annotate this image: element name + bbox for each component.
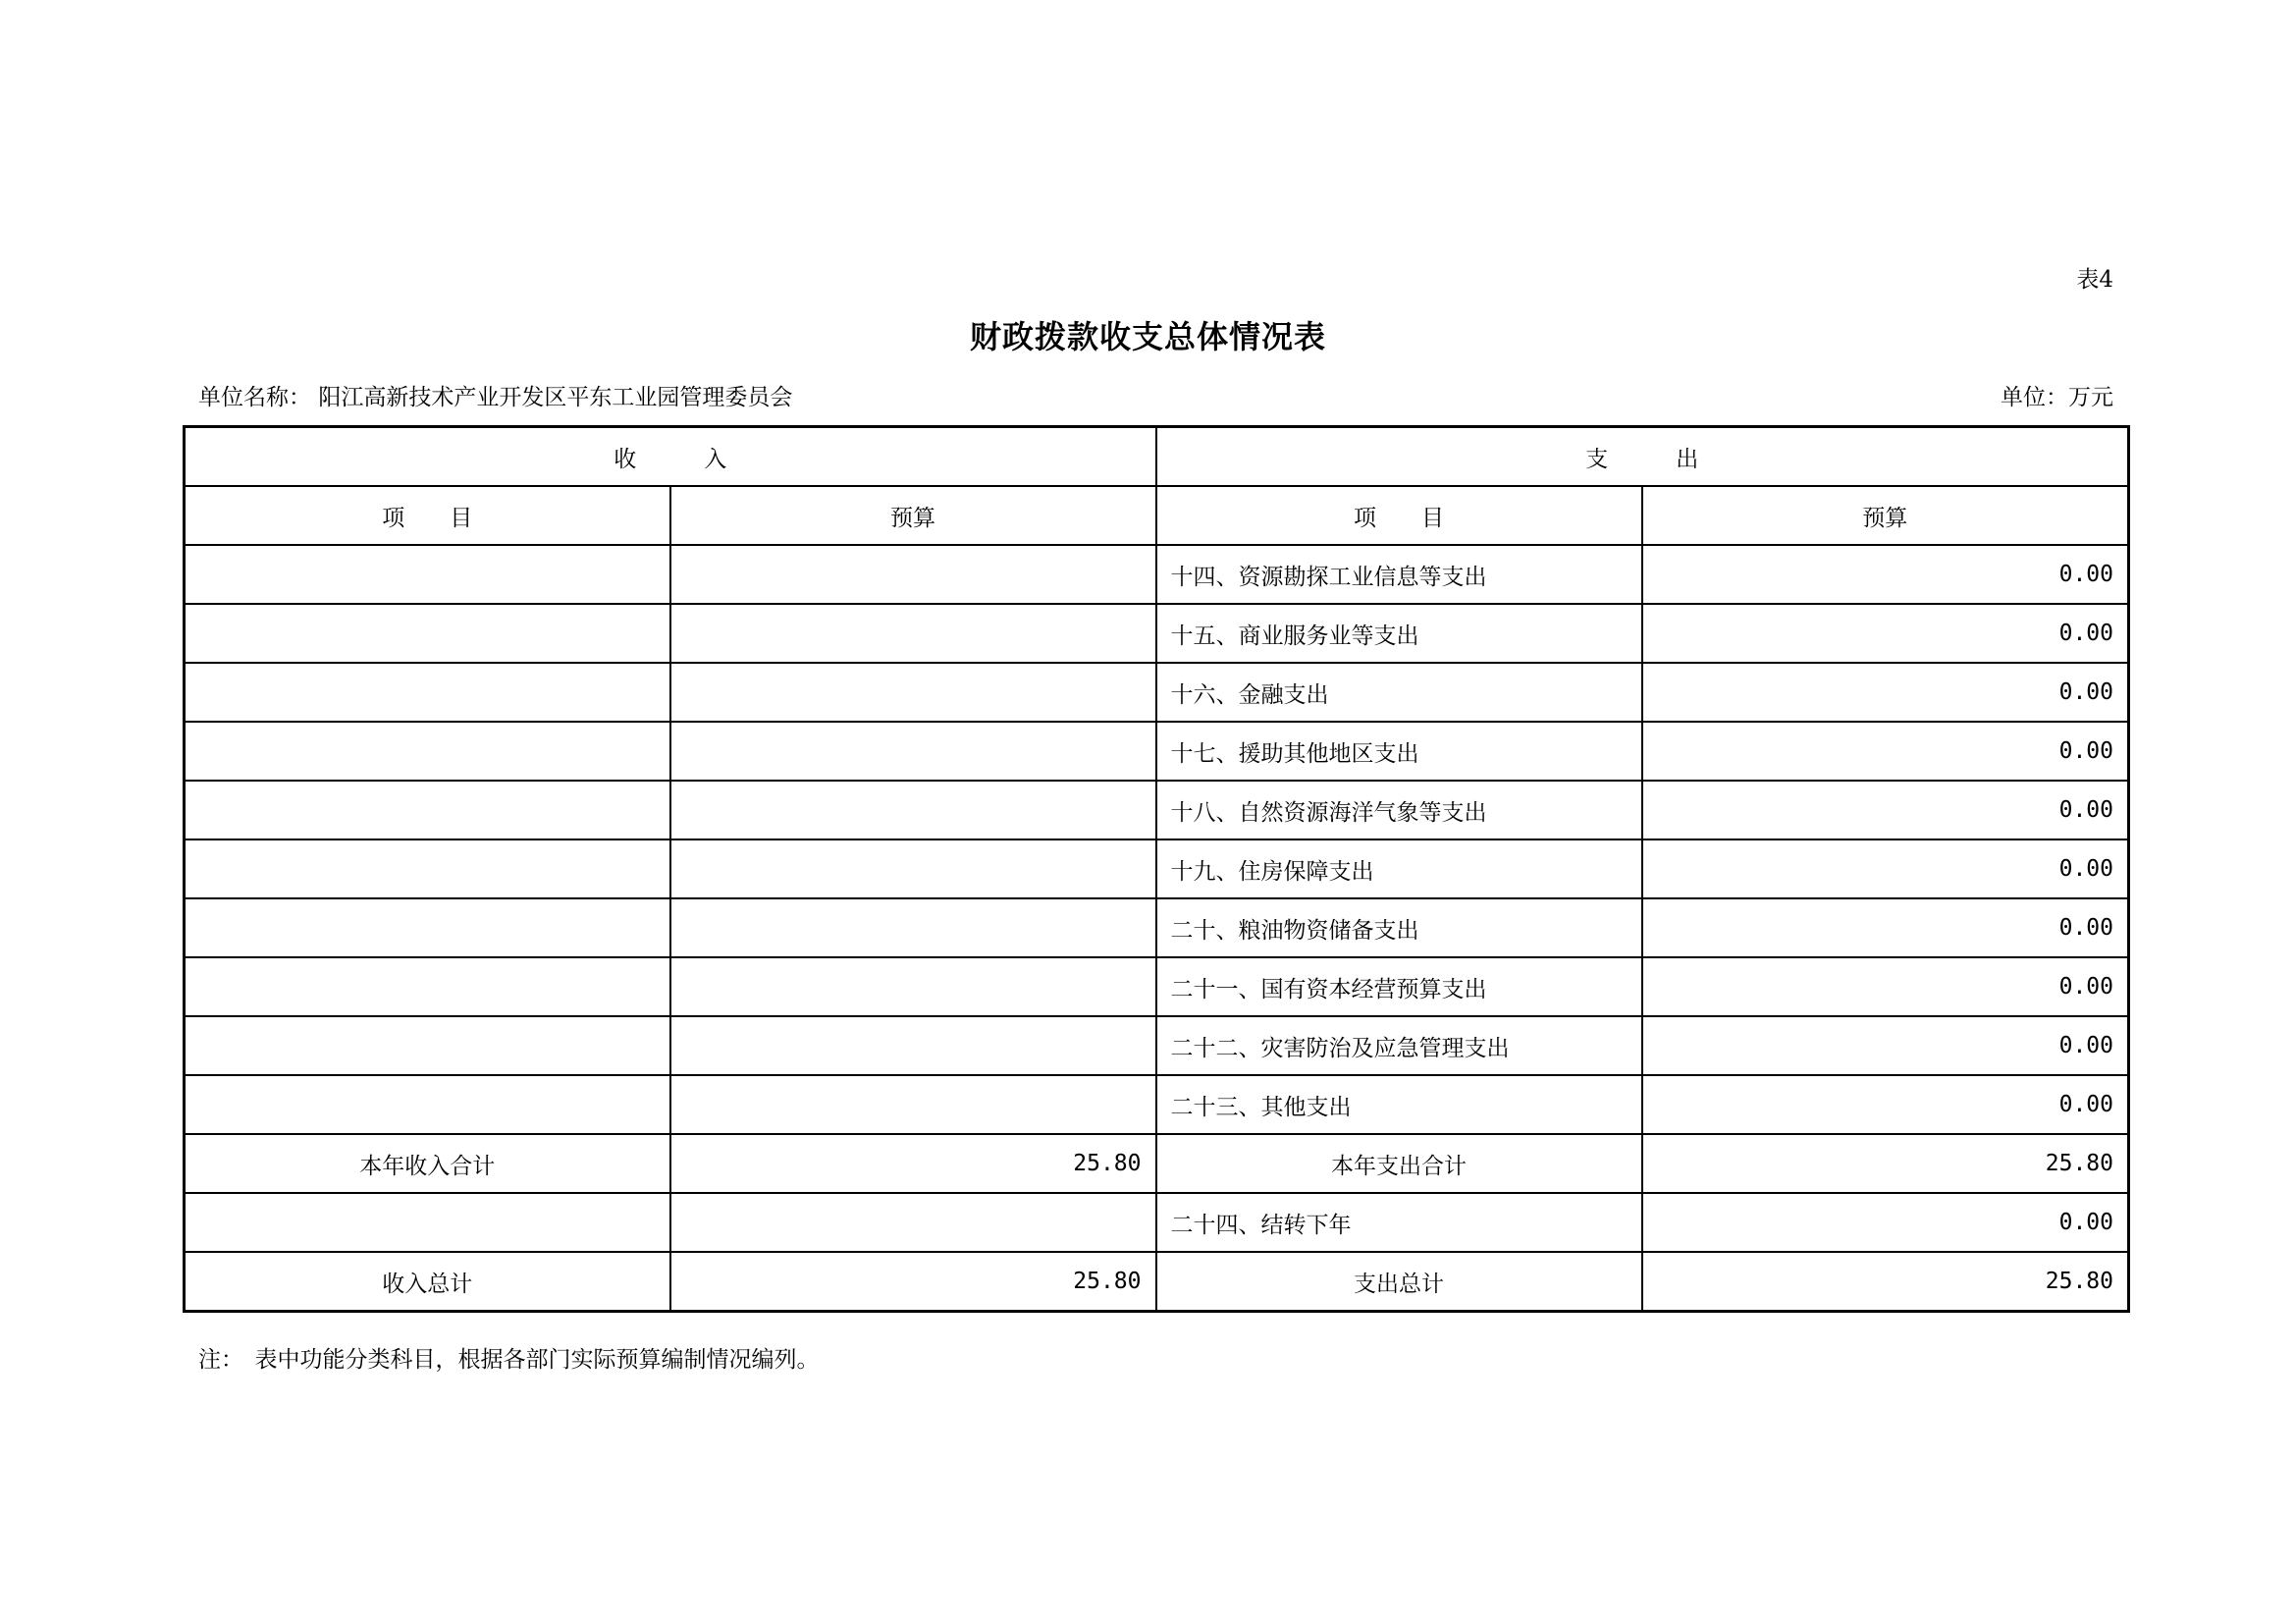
income-item-cell: 本年收入合计: [185, 1134, 670, 1193]
table-row: [185, 1252, 2129, 1312]
income-item-cell: 收入总计: [185, 1252, 670, 1312]
table-row: [185, 1016, 2129, 1075]
expense-item-header: 项 目: [1156, 486, 1642, 545]
expense-item-cell: 支出总计: [1156, 1252, 1642, 1312]
expense-budget-cell: 0.00: [1642, 604, 2129, 663]
table-row: [185, 781, 2129, 839]
page-title: 财政拨款收支总体情况表: [969, 318, 1326, 355]
income-budget-cell: 25.80: [670, 1134, 1156, 1193]
expense-budget-cell: 0.00: [1642, 898, 2129, 957]
expense-budget-cell: 0.00: [1642, 663, 2129, 722]
table-number: 表4: [2076, 267, 2113, 293]
income-budget-cell: [670, 722, 1156, 781]
expense-item-cell: 十五、商业服务业等支出: [1156, 604, 1642, 663]
table-row: [185, 1075, 2129, 1134]
unit-name-line: [198, 379, 792, 411]
expense-item-cell: 二十三、其他支出: [1156, 1075, 1642, 1134]
table-row: [185, 663, 2129, 722]
unit-name-label: 单位名称：: [198, 385, 311, 410]
expense-budget-cell: 25.80: [1642, 1134, 2129, 1193]
table-row: [185, 898, 2129, 957]
expense-header: 支 出: [1156, 427, 2129, 487]
expense-item-cell: 二十四、结转下年: [1156, 1193, 1642, 1252]
income-budget-cell: 25.80: [670, 1252, 1156, 1312]
expense-item-cell: 十四、资源勘探工业信息等支出: [1156, 545, 1642, 604]
expense-budget-cell: 0.00: [1642, 1193, 2129, 1252]
income-item-cell: [185, 957, 670, 1016]
income-budget-cell: [670, 1016, 1156, 1075]
income-budget-cell: [670, 839, 1156, 898]
income-item-cell: [185, 839, 670, 898]
table-row: [185, 545, 2129, 604]
table-row: [185, 722, 2129, 781]
expense-item-cell: 二十一、国有资本经营预算支出: [1156, 957, 1642, 1016]
footnote: 注： 表中功能分类科目，根据各部门实际预算编制情况编列。: [198, 1347, 820, 1373]
expense-item-cell: 十六、金融支出: [1156, 663, 1642, 722]
expense-item-cell: 二十、粮油物资储备支出: [1156, 898, 1642, 957]
expense-budget-cell: 0.00: [1642, 1075, 2129, 1134]
income-budget-cell: [670, 663, 1156, 722]
income-budget-cell: [670, 545, 1156, 604]
income-item-cell: [185, 898, 670, 957]
expense-budget-cell: 0.00: [1642, 1016, 2129, 1075]
expense-item-cell: 十八、自然资源海洋气象等支出: [1156, 781, 1642, 839]
income-item-cell: [185, 1016, 670, 1075]
income-item-cell: [185, 722, 670, 781]
budget-table: [183, 425, 2130, 1313]
table-row: [185, 604, 2129, 663]
expense-budget-cell: 25.80: [1642, 1252, 2129, 1312]
section-header-row: [185, 427, 2129, 487]
table-row: [185, 1134, 2129, 1193]
income-item-cell: [185, 545, 670, 604]
expense-budget-cell: 0.00: [1642, 781, 2129, 839]
income-budget-cell: [670, 898, 1156, 957]
income-budget-cell: [670, 1193, 1156, 1252]
income-item-cell: [185, 1075, 670, 1134]
table-row: [185, 957, 2129, 1016]
expense-item-cell: 十七、援助其他地区支出: [1156, 722, 1642, 781]
expense-budget-header: 预算: [1642, 486, 2129, 545]
income-item-cell: [185, 604, 670, 663]
currency-unit: 单位：万元: [2001, 385, 2113, 410]
table-row: [185, 839, 2129, 898]
expense-item-cell: 十九、住房保障支出: [1156, 839, 1642, 898]
income-item-cell: [185, 781, 670, 839]
income-budget-cell: [670, 604, 1156, 663]
income-item-cell: [185, 1193, 670, 1252]
expense-budget-cell: 0.00: [1642, 722, 2129, 781]
income-budget-cell: [670, 957, 1156, 1016]
expense-budget-cell: 0.00: [1642, 545, 2129, 604]
table-row: [185, 1193, 2129, 1252]
income-budget-header: 预算: [670, 486, 1156, 545]
income-item-cell: [185, 663, 670, 722]
expense-budget-cell: 0.00: [1642, 957, 2129, 1016]
unit-name: 阳江高新技术产业开发区平东工业园管理委员会: [318, 385, 793, 410]
expense-budget-cell: 0.00: [1642, 839, 2129, 898]
expense-item-cell: 本年支出合计: [1156, 1134, 1642, 1193]
column-header-row: [185, 486, 2129, 545]
income-header: 收 入: [185, 427, 1156, 487]
expense-item-cell: 二十二、灾害防治及应急管理支出: [1156, 1016, 1642, 1075]
income-budget-cell: [670, 781, 1156, 839]
income-budget-cell: [670, 1075, 1156, 1134]
income-item-header: 项 目: [185, 486, 670, 545]
